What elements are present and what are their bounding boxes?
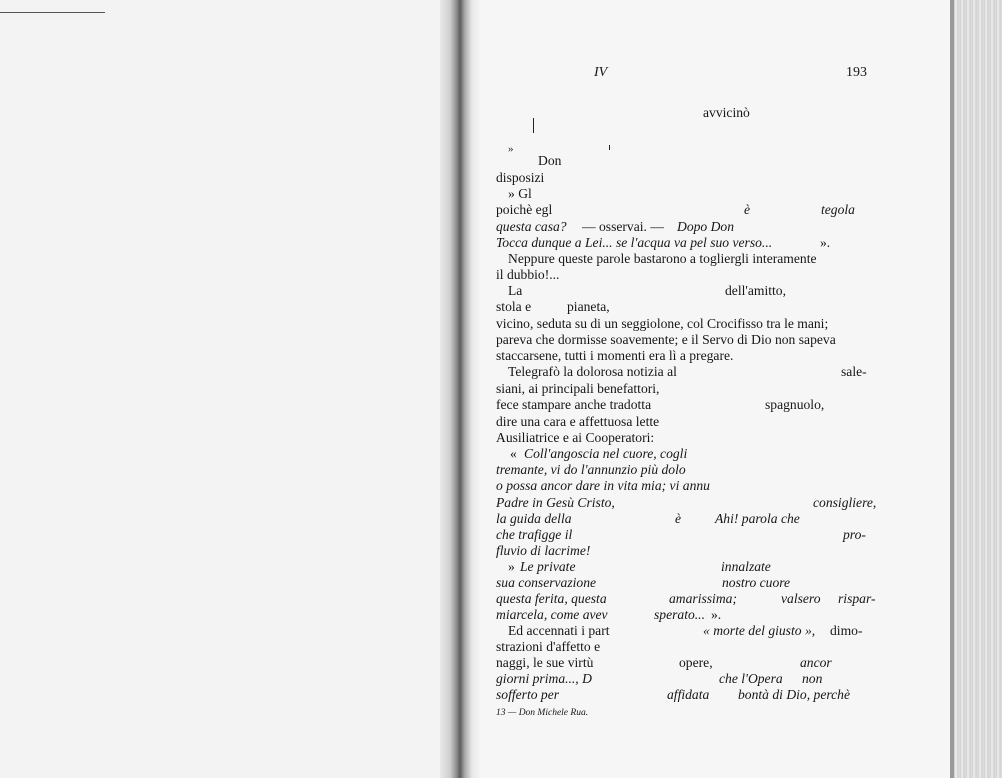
left-page-rule xyxy=(0,12,105,13)
text-line-10-segment-1: il dubbio!... xyxy=(496,267,560,282)
text-line-17-segment-1: siani, ai principali benefattori, xyxy=(496,381,660,396)
text-line-24-segment-1: Padre in Gesù Cristo, xyxy=(496,495,615,510)
text-line-35-segment-3: non xyxy=(802,671,823,686)
text-line-31-segment-2: sperato... xyxy=(654,607,705,622)
text-line-16 xyxy=(496,363,876,381)
text-line-32-segment-2: « morte del giusto », xyxy=(703,623,816,638)
text-line-35-segment-2: che l'Opera xyxy=(719,671,783,686)
text-line-1-segment-1: avvicinò xyxy=(703,105,750,120)
text-line-13-segment-1: vicino, seduta su di un seggiolone, col Crocifisso tra le mani; xyxy=(496,316,829,331)
text-line-27-segment-1: fluvio di lacrime! xyxy=(496,543,591,558)
text-line-31-segment-1: miarcela, come avev xyxy=(496,607,608,622)
text-line-35-segment-1: giorni prima..., D xyxy=(496,671,592,686)
text-line-28-segment-1: » xyxy=(508,559,515,574)
text-line-28-segment-3: innalzate xyxy=(721,559,771,574)
text-line-20-segment-1: Ausiliatrice e ai Cooperatori: xyxy=(496,430,655,445)
text-line-31-segment-3: ». xyxy=(711,607,722,622)
text-line-9-segment-1: Neppure queste parole bastarono a togliergli interamente xyxy=(508,251,817,266)
text-line-1 xyxy=(496,104,876,122)
text-line-24-segment-2: consigliere, xyxy=(813,495,877,510)
text-line-32-segment-1: Ed accennati i part xyxy=(508,623,610,638)
text-line-32-segment-3: dimo- xyxy=(830,623,863,638)
text-line-26-segment-2: pro- xyxy=(843,527,866,542)
text-line-36-segment-3: bontà di Dio, perchè xyxy=(738,687,851,702)
text-line-34-segment-3: ancor xyxy=(800,655,832,670)
text-line-16-segment-2: sale- xyxy=(841,364,867,379)
text-line-7-segment-1: questa casa? xyxy=(496,219,567,234)
text-line-18-segment-2: spagnuolo, xyxy=(765,397,825,412)
text-line-25-segment-1: la guida della xyxy=(496,511,572,526)
text-line-8-segment-2: ». xyxy=(820,235,831,250)
text-line-26-segment-1: che trafigge il xyxy=(496,527,573,542)
text-line-30-segment-3: valsero xyxy=(781,591,821,606)
footer-signature: 13 — Don Michele Rua. xyxy=(496,708,589,718)
chapter-header: IV xyxy=(594,65,608,80)
text-line-34-segment-1: naggi, le sue virtù xyxy=(496,655,594,670)
text-line-29-segment-2: nostro cuore xyxy=(722,575,791,590)
text-line-25-segment-2: è xyxy=(675,511,682,526)
text-line-6-segment-3: tegola xyxy=(821,202,855,217)
text-line-25-segment-3: Ahi! parola che xyxy=(715,511,800,526)
text-line-28-segment-2: Le private xyxy=(520,559,576,574)
text-line-33-segment-1: strazioni d'affetto e xyxy=(496,639,601,654)
text-line-11-segment-2: dell'amitto, xyxy=(725,283,786,298)
page-edges xyxy=(950,0,1002,778)
text-line-14-segment-1: pareva che dormisse soavemente; e il Servo di Dio non sapeva xyxy=(496,332,836,347)
text-line-36 xyxy=(496,686,876,704)
text-line-7-segment-2: — osservai. — xyxy=(582,219,664,234)
text-line-23 xyxy=(496,477,876,495)
text-line-6 xyxy=(496,201,876,219)
text-line-19-segment-1: dire una cara e affettuosa lette xyxy=(496,414,660,429)
text-line-18 xyxy=(496,396,876,414)
text-line-21-segment-1: « xyxy=(510,446,517,461)
text-line-23-segment-1: o possa ancor dare in vita mia; vi annu xyxy=(496,478,710,493)
book-gutter xyxy=(440,0,480,778)
text-line-6-segment-1: poichè egl xyxy=(496,202,553,217)
page-number: 193 xyxy=(846,65,867,80)
left-blank-page xyxy=(0,0,455,778)
text-line-18-segment-1: fece stampare anche tradotta xyxy=(496,397,652,412)
text-line-36-segment-2: affidata xyxy=(667,687,710,702)
text-line-30-segment-4: rispar- xyxy=(838,591,876,606)
text-line-21-segment-2: Coll'angoscia nel cuore, cogli xyxy=(524,446,688,461)
text-line-12-segment-2: pianeta, xyxy=(567,299,610,314)
text-line-30-segment-1: questa ferita, questa xyxy=(496,591,607,606)
text-line-29-segment-1: sua conservazione xyxy=(496,575,597,590)
text-line-6-segment-2: è xyxy=(744,202,751,217)
text-line-8-segment-1: Tocca dunque a Lei... se l'acqua va pel suo verso... xyxy=(496,235,773,250)
text-line-2-segment-1: » xyxy=(508,143,514,155)
text-line-3 xyxy=(496,152,876,170)
text-line-15-segment-1: staccarsene, tutti i momenti era lì a pregare. xyxy=(496,348,734,363)
text-line-30-segment-2: amarissima; xyxy=(669,591,737,606)
text-line-22-segment-1: tremante, vi do l'annunzio più dolo xyxy=(496,462,686,477)
text-line-34-segment-2: opere, xyxy=(679,655,713,670)
text-line-5-segment-1: » Gl xyxy=(508,186,532,201)
text-line-16-segment-1: Telegrafò la dolorosa notizia al xyxy=(508,364,677,379)
text-line-7-segment-3: Dopo Don xyxy=(677,219,735,234)
right-text-page xyxy=(496,0,876,778)
text-line-3-segment-1: Don xyxy=(538,153,562,168)
text-line-12 xyxy=(496,298,876,316)
text-line-4-segment-1: disposizi xyxy=(496,170,545,185)
text-line-12-segment-1: stola e xyxy=(496,299,532,314)
text-line-11-segment-1: La xyxy=(508,283,523,298)
text-line-36-segment-1: sofferto per xyxy=(496,687,560,702)
